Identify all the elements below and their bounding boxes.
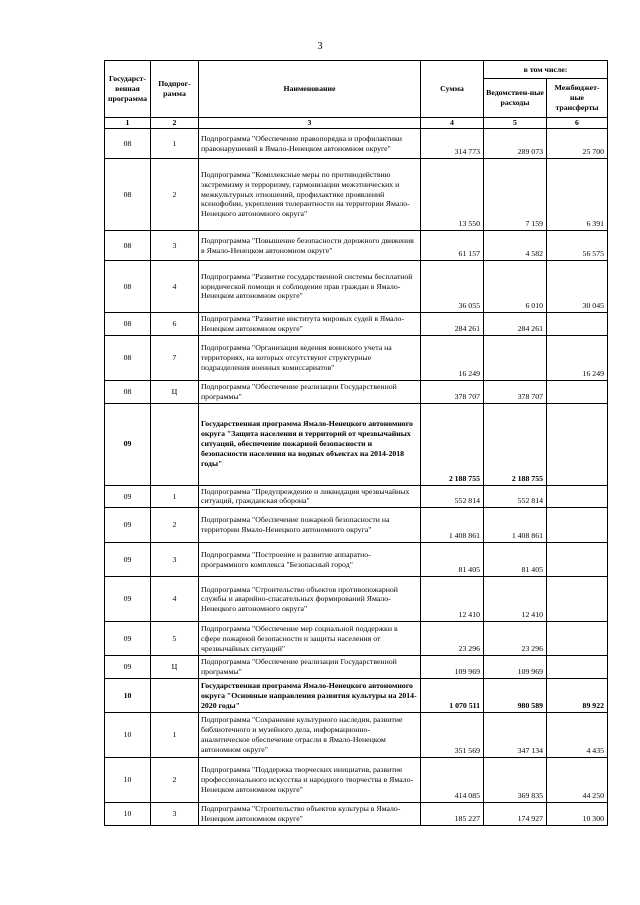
sum-value: 36 055	[421, 261, 484, 313]
budget-table	[104, 60, 608, 826]
departmental-value: 12 410	[484, 577, 547, 622]
sum-value: 109 969	[421, 656, 484, 679]
departmental-value: 1 408 861	[484, 508, 547, 543]
subprogram-code: 2	[151, 159, 199, 231]
transfers-value	[547, 380, 608, 403]
transfers-value	[547, 656, 608, 679]
row-name: Подпрограмма "Поддержка творческих инициатив, развитие профессионального искусства и народного творчества в Ямало-Ненецком автономном округе"	[199, 758, 421, 803]
subprogram-code: 4	[151, 577, 199, 622]
row-name: Подпрограмма "Сохранение культурного наследия, развитие библиотечного и музейного дела, информационно-аналитическое обеспечение отрасли в Ямало-Ненецком автономном округе"	[199, 713, 421, 758]
program-code: 08	[105, 261, 151, 313]
header-index: 3	[199, 118, 421, 129]
program-code: 09	[105, 656, 151, 679]
row-name: Подпрограмма "Обеспечение правопорядка и профилактики правонарушений в Ямало-Ненецком автономном округе"	[199, 129, 421, 159]
program-code: 09	[105, 403, 151, 485]
sum-value: 61 157	[421, 231, 484, 261]
departmental-value: 378 707	[484, 380, 547, 403]
sum-value: 2 188 755	[421, 403, 484, 485]
transfers-value	[547, 543, 608, 577]
transfers-value	[547, 313, 608, 336]
table-row	[105, 758, 608, 803]
program-code: 10	[105, 758, 151, 803]
row-name: Подпрограмма "Комплексные меры по противодействию экстремизму и терроризму, гармонизации межэтнических и межкультурных отношений, профилактике проявлений ксенофобии, укрепления толерантности на территории Ямало-Ненецкого автономного округа"	[199, 159, 421, 231]
table-row	[105, 485, 608, 508]
header-index: 4	[421, 118, 484, 129]
header-departmental: Ведомствен-ные расходы	[484, 78, 547, 117]
departmental-value: 23 296	[484, 622, 547, 656]
header-name: Наименование	[199, 61, 421, 118]
subprogram-code: Ц	[151, 380, 199, 403]
program-code: 08	[105, 313, 151, 336]
departmental-value: 2 188 755	[484, 403, 547, 485]
table-body	[105, 129, 608, 826]
departmental-value: 347 134	[484, 713, 547, 758]
row-name: Подпрограмма "Повышение безопасности дорожного движения в Ямало-Ненецком автономном округе"	[199, 231, 421, 261]
transfers-value: 6 391	[547, 159, 608, 231]
departmental-value: 980 589	[484, 679, 547, 713]
row-name: Подпрограмма "Обеспечение мер социальной поддержки в сфере пожарной безопасности и защиты населения от чрезвычайных ситуаций"	[199, 622, 421, 656]
table-row	[105, 313, 608, 336]
table-row	[105, 335, 608, 380]
header-program: Государст-венная программа	[105, 61, 151, 118]
subprogram-code: 1	[151, 129, 199, 159]
subprogram-code: 4	[151, 261, 199, 313]
table-row	[105, 713, 608, 758]
sum-value: 16 249	[421, 335, 484, 380]
transfers-value	[547, 577, 608, 622]
subprogram-code: 7	[151, 335, 199, 380]
sum-value: 351 569	[421, 713, 484, 758]
row-name: Государственная программа Ямало-Ненецкого автономного округа "Основные направления развития культуры на 2014-2020 годы"	[199, 679, 421, 713]
header-index: 1	[105, 118, 151, 129]
row-name: Подпрограмма "Строительство объектов противопожарной службы и аварийно-спасательных формирований Ямало-Ненецкого автономного округа"	[199, 577, 421, 622]
departmental-value: 552 814	[484, 485, 547, 508]
row-name: Подпрограмма "Развитие института мировых судей в Ямало-Ненецком автономном округе"	[199, 313, 421, 336]
row-name: Подпрограмма "Построение и развитие аппаратно-программного комплекса "Безопасный город"	[199, 543, 421, 577]
row-name: Подпрограмма "Строительство объектов культуры в Ямало-Ненецком автономном округе"	[199, 803, 421, 826]
sum-value: 23 296	[421, 622, 484, 656]
header-subprogram: Подпрог-рамма	[151, 61, 199, 118]
sum-value: 284 261	[421, 313, 484, 336]
sum-value: 378 707	[421, 380, 484, 403]
departmental-value: 289 073	[484, 129, 547, 159]
departmental-value: 369 835	[484, 758, 547, 803]
departmental-value: 6 010	[484, 261, 547, 313]
program-code: 09	[105, 577, 151, 622]
header-index: 6	[547, 118, 608, 129]
sum-value: 414 085	[421, 758, 484, 803]
subprogram-code: 1	[151, 485, 199, 508]
sum-value: 314 773	[421, 129, 484, 159]
departmental-value: 7 159	[484, 159, 547, 231]
transfers-value: 25 700	[547, 129, 608, 159]
header-index-row	[105, 118, 608, 129]
table-row	[105, 508, 608, 543]
sum-value: 552 814	[421, 485, 484, 508]
transfers-value: 44 250	[547, 758, 608, 803]
table-row	[105, 380, 608, 403]
departmental-value	[484, 335, 547, 380]
transfers-value: 4 435	[547, 713, 608, 758]
program-code: 10	[105, 713, 151, 758]
departmental-value: 81 405	[484, 543, 547, 577]
subprogram-code: 3	[151, 803, 199, 826]
row-name: Подпрограмма "Развитие государственной системы бесплатной юридической помощи и соблюдение прав граждан в Ямало-Ненецком автономном округе"	[199, 261, 421, 313]
sum-value: 13 550	[421, 159, 484, 231]
row-name: Подпрограмма "Обеспечение реализации Государственной программы"	[199, 380, 421, 403]
transfers-value: 10 300	[547, 803, 608, 826]
subprogram-code: 3	[151, 543, 199, 577]
table-row	[105, 403, 608, 485]
subprogram-code: 5	[151, 622, 199, 656]
transfers-value: 16 249	[547, 335, 608, 380]
program-code: 10	[105, 679, 151, 713]
program-code: 10	[105, 803, 151, 826]
transfers-value: 56 575	[547, 231, 608, 261]
departmental-value: 4 582	[484, 231, 547, 261]
program-code: 09	[105, 543, 151, 577]
subprogram-code	[151, 679, 199, 713]
header-index: 2	[151, 118, 199, 129]
page-number: 3	[317, 41, 323, 52]
subprogram-code: 6	[151, 313, 199, 336]
sum-value: 185 227	[421, 803, 484, 826]
subprogram-code	[151, 403, 199, 485]
row-name: Подпрограмма "Обеспечение реализации Государственной программы"	[199, 656, 421, 679]
table-row	[105, 231, 608, 261]
transfers-value	[547, 622, 608, 656]
row-name: Государственная программа Ямало-Ненецкого автономного округа "Защита населения и территорий от чрезвычайных ситуаций, обеспечение пожарной безопасности и безопасности населения на водных объектах на 2014-2018 годы"	[199, 403, 421, 485]
program-code: 08	[105, 335, 151, 380]
departmental-value: 109 969	[484, 656, 547, 679]
departmental-value: 284 261	[484, 313, 547, 336]
transfers-value: 30 045	[547, 261, 608, 313]
transfers-value	[547, 508, 608, 543]
departmental-value: 174 927	[484, 803, 547, 826]
table-row	[105, 129, 608, 159]
subprogram-code: 2	[151, 508, 199, 543]
subprogram-code: 1	[151, 713, 199, 758]
table-row	[105, 656, 608, 679]
table-row	[105, 679, 608, 713]
program-code: 08	[105, 380, 151, 403]
sum-value: 1 408 861	[421, 508, 484, 543]
table-row	[105, 261, 608, 313]
table-header	[105, 61, 608, 129]
transfers-value: 89 922	[547, 679, 608, 713]
row-name: Подпрограмма "Обеспечение пожарной безопасности на территории Ямало-Ненецкого автономного округа"	[199, 508, 421, 543]
transfers-value	[547, 403, 608, 485]
table-row	[105, 622, 608, 656]
program-code: 08	[105, 231, 151, 261]
subprogram-code: 3	[151, 231, 199, 261]
header-index: 5	[484, 118, 547, 129]
row-name: Подпрограмма "Предупреждение и ликвидация чрезвычайных ситуаций, гражданская оборона"	[199, 485, 421, 508]
program-code: 09	[105, 508, 151, 543]
subprogram-code: 2	[151, 758, 199, 803]
header-sum: Сумма	[421, 61, 484, 118]
header-in-that: в том числе:	[484, 61, 608, 79]
header-transfers: Межбюджет-ные трансферты	[547, 78, 608, 117]
table-row	[105, 159, 608, 231]
transfers-value	[547, 485, 608, 508]
program-code: 09	[105, 485, 151, 508]
program-code: 09	[105, 622, 151, 656]
subprogram-code: Ц	[151, 656, 199, 679]
sum-value: 1 070 511	[421, 679, 484, 713]
sum-value: 81 405	[421, 543, 484, 577]
program-code: 08	[105, 129, 151, 159]
row-name: Подпрограмма "Организация ведения воинского учета на территориях, на которых отсутствуют структурные подразделения военных комиссариатов"	[199, 335, 421, 380]
table-row	[105, 543, 608, 577]
sum-value: 12 410	[421, 577, 484, 622]
table-row	[105, 577, 608, 622]
table-row	[105, 803, 608, 826]
program-code: 08	[105, 159, 151, 231]
